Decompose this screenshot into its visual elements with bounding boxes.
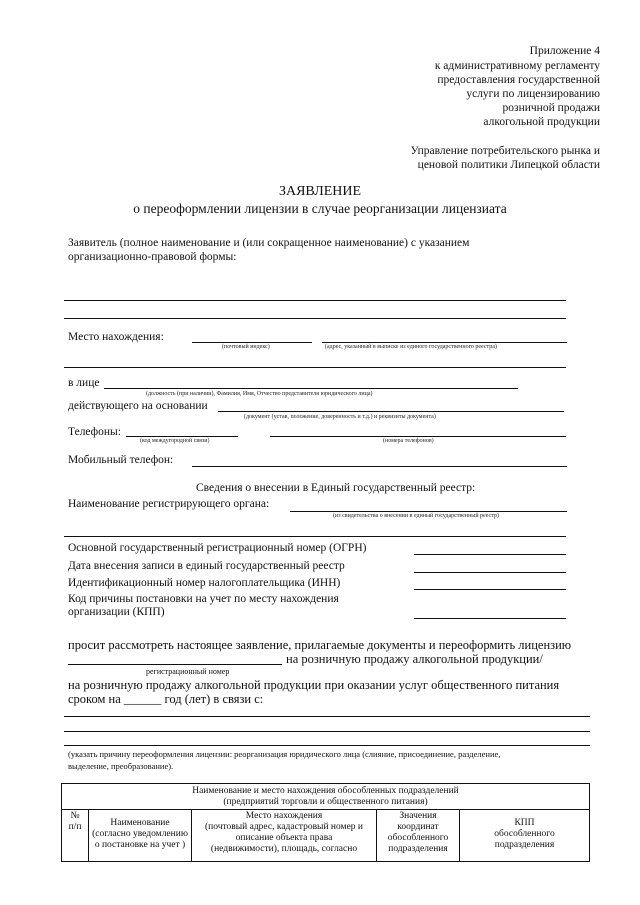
license-number-hint: регистрационный номер bbox=[146, 667, 230, 676]
col-header-text: п/п bbox=[68, 822, 82, 832]
postal-code-field[interactable] bbox=[192, 342, 312, 343]
location-label: Место нахождения: bbox=[68, 331, 164, 343]
mobile-phone-field[interactable] bbox=[192, 466, 567, 467]
col-header-text: (согласно уведомлению bbox=[92, 829, 188, 839]
mobile-phone-label: Мобильный телефон: bbox=[68, 454, 174, 466]
appendix-line: алкогольной продукции bbox=[483, 116, 600, 128]
col-header-kpp bbox=[460, 810, 590, 862]
person-label: в лице bbox=[68, 377, 100, 389]
ogrn-field[interactable] bbox=[414, 554, 566, 555]
term-field[interactable]: ______ bbox=[123, 692, 162, 706]
request-text-cont: на розничную продажу алкогольной продукции/ bbox=[286, 652, 543, 666]
license-number-field[interactable] bbox=[68, 664, 282, 665]
reason-field-1[interactable] bbox=[64, 716, 590, 717]
units-table-header-line: (предприятий торговли и общественного питания) bbox=[223, 797, 428, 807]
col-header-text: (недвижимости), площадь, согласно bbox=[210, 844, 358, 854]
col-header-text: Место нахождения bbox=[245, 811, 323, 821]
basis-field[interactable] bbox=[218, 411, 564, 412]
col-header-coordinates bbox=[377, 810, 460, 862]
applicant-label: Заявитель (полное наименование и (или сокращенное наименование) с указанием bbox=[68, 237, 470, 249]
registry-authority-field-2[interactable] bbox=[64, 536, 566, 537]
col-header-location bbox=[192, 810, 377, 862]
term-suffix: год (лет) в связи с: bbox=[164, 692, 264, 706]
reason-field-3[interactable] bbox=[64, 745, 590, 746]
kpp-field[interactable] bbox=[414, 618, 566, 619]
postal-code-hint: (почтовый индекс) bbox=[222, 344, 270, 350]
units-table-header-line: Наименование и место нахождения обособленных подразделений bbox=[192, 786, 459, 796]
address-field[interactable] bbox=[322, 342, 567, 343]
col-header-text: (почтовый адрес, кадастровый номер и bbox=[205, 822, 363, 832]
reason-hint-cont: выделение, преобразование). bbox=[68, 761, 174, 771]
appendix-line: услуги по лицензированию bbox=[466, 88, 600, 100]
phone-code-field[interactable] bbox=[126, 436, 238, 437]
col-header-number bbox=[62, 810, 89, 862]
basis-label: действующего на основании bbox=[68, 400, 208, 412]
phone-numbers-field[interactable] bbox=[270, 436, 566, 437]
document-title: ЗАЯВЛЕНИЕ bbox=[278, 184, 362, 199]
request-text-catering: на розничную продажу алкогольной продукции при оказании услуг общественного питания bbox=[68, 678, 560, 692]
reason-hint: (указать причину переоформления лицензии: реорганизация юридического лица (слияние, присоединение, разделение, bbox=[68, 749, 501, 759]
appendix-line: Приложение 4 bbox=[529, 45, 600, 57]
applicant-name-field-2[interactable] bbox=[64, 318, 566, 319]
units-table-header bbox=[62, 784, 590, 810]
request-text: просит рассмотреть настоящее заявление, прилагаемые документы и переоформить лицензию bbox=[68, 638, 572, 652]
col-header-text: КПП bbox=[514, 818, 535, 828]
registry-authority-hint: (из свидетельства о внесении в единый государственный реестр) bbox=[333, 513, 499, 519]
col-header-text: описание объекта права bbox=[235, 833, 333, 843]
registry-authority-label: Наименование регистрирующего органа: bbox=[68, 498, 270, 510]
applicant-name-field[interactable] bbox=[64, 300, 566, 301]
inn-label: Идентификационный номер налогоплательщика (ИНН) bbox=[68, 577, 341, 589]
addressee-line: Управление потребительского рынка и bbox=[410, 145, 600, 157]
address-field-2[interactable] bbox=[64, 367, 566, 368]
phone-numbers-hint: (номера телефонов) bbox=[383, 438, 434, 444]
col-header-text: подразделения bbox=[388, 844, 448, 854]
col-header-text: обособленного bbox=[387, 833, 449, 843]
registry-heading: Сведения о внесении в Единый государственный реестр: bbox=[196, 482, 476, 494]
col-header-name bbox=[89, 810, 192, 862]
appendix-line: розничной продажи bbox=[502, 102, 600, 114]
col-header-text: подразделения bbox=[494, 840, 555, 850]
applicant-label-cont: организационно-правовой формы: bbox=[68, 251, 237, 263]
basis-hint: (документ (устав, положение, доверенность и т.д.) и реквизиты документа) bbox=[244, 414, 436, 420]
col-header-text: о постановке на учет ) bbox=[94, 840, 186, 850]
registry-authority-field[interactable] bbox=[290, 511, 567, 512]
inn-field[interactable] bbox=[414, 589, 566, 590]
registry-date-field[interactable] bbox=[414, 572, 566, 573]
representative-hint: (должность (при наличии), Фамилия, Имя, Отчество представителя юридического лица) bbox=[146, 391, 373, 397]
addressee-line: ценовой политики Липецкой области bbox=[417, 159, 600, 171]
col-header-text: № bbox=[70, 811, 80, 821]
phones-label: Телефоны: bbox=[68, 426, 121, 438]
units-table bbox=[61, 783, 590, 862]
kpp-label-cont: организации (КПП) bbox=[68, 606, 165, 618]
ogrn-label: Основной государственный регистрационный номер (ОГРН) bbox=[68, 542, 367, 554]
col-header-text: обособленного bbox=[494, 829, 555, 839]
col-header-text: Значения bbox=[399, 811, 437, 821]
phone-code-hint: (код междугородной связи) bbox=[140, 438, 210, 444]
kpp-label: Код причины постановки на учет по месту нахождения bbox=[68, 593, 339, 605]
col-header-text: Наименование bbox=[110, 818, 170, 828]
appendix-line: к административному регламенту bbox=[434, 60, 600, 72]
col-header-text: координат bbox=[397, 822, 439, 832]
address-hint: (адрес, указанный в выписке из единого государственного реестра) bbox=[325, 344, 497, 350]
term-label bbox=[68, 692, 263, 706]
appendix-line: предоставления государственной bbox=[437, 74, 600, 86]
document-subtitle: о переоформлении лицензии в случае реорганизации лицензиата bbox=[133, 201, 507, 216]
reason-field-2[interactable] bbox=[64, 731, 590, 732]
registry-date-label: Дата внесения записи в единый государственный реестр bbox=[68, 560, 345, 572]
term-prefix: сроком на bbox=[68, 692, 121, 706]
representative-field[interactable] bbox=[104, 388, 518, 389]
